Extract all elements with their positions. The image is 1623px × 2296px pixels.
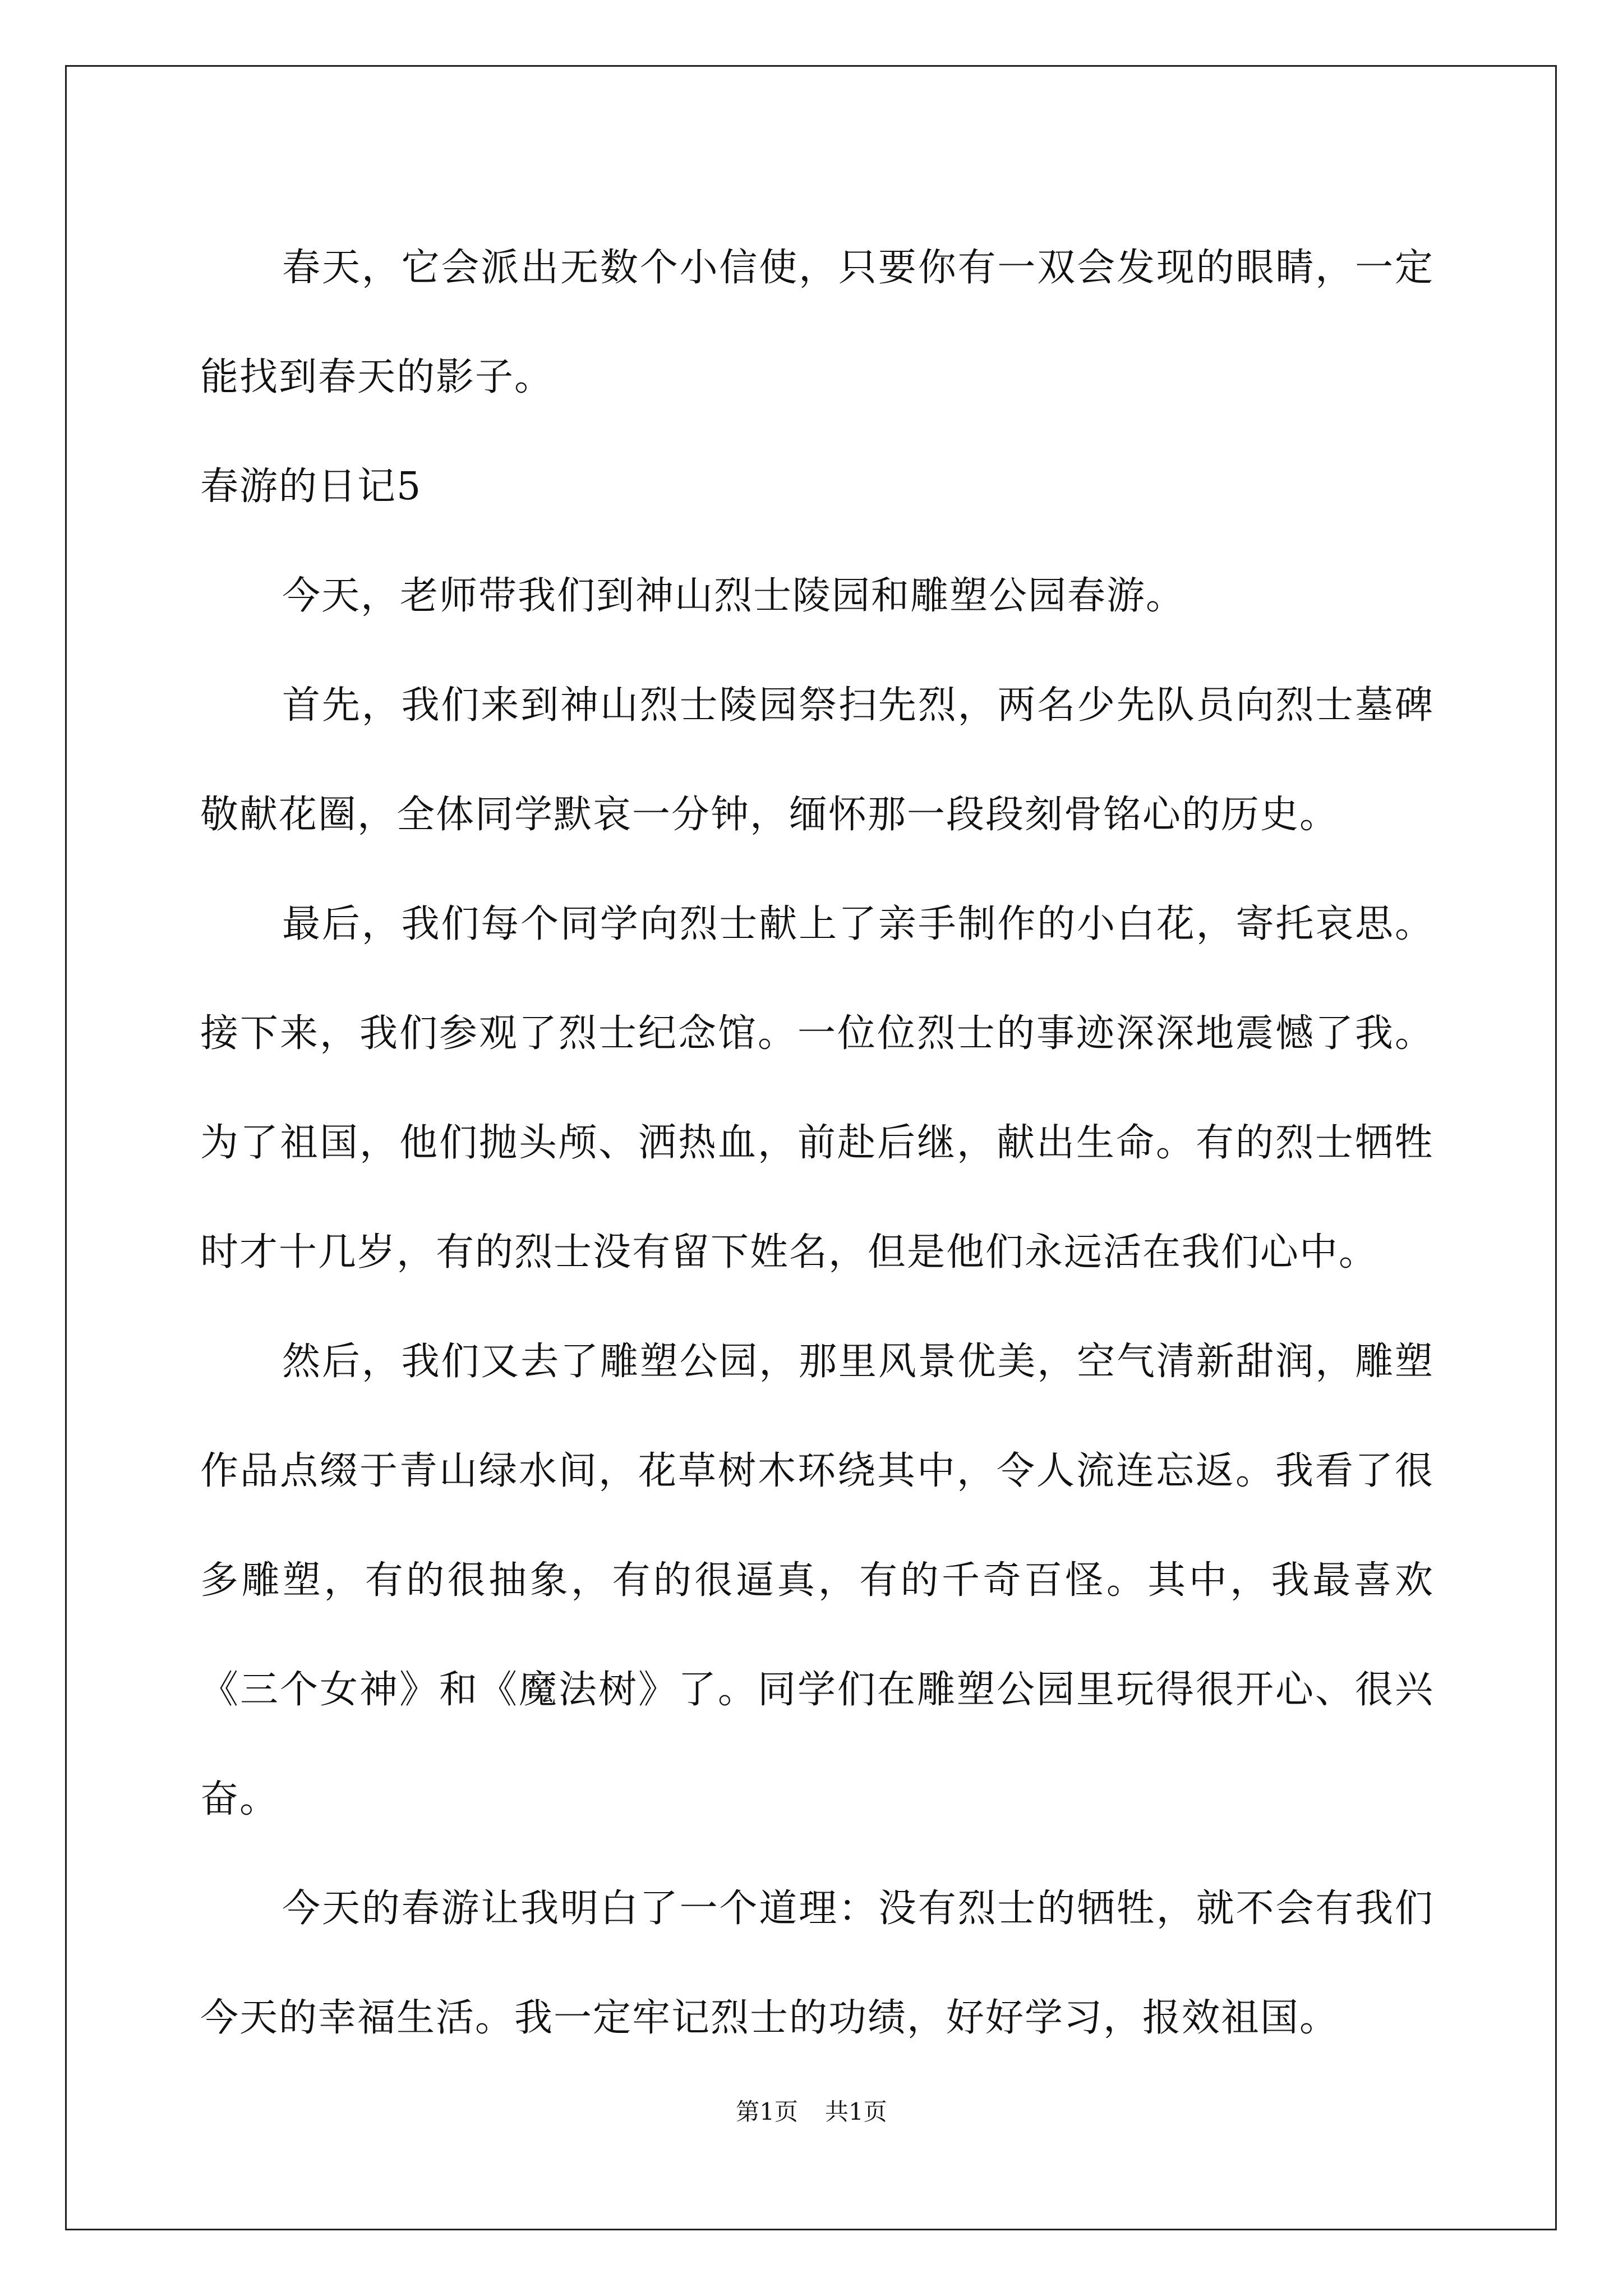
page-total: 共1页 [825, 2098, 887, 2125]
paragraph-2: 首先，我们来到神山烈士陵园祭扫先烈，两名少先队员向烈士墓碑敬献花圈，全体同学默哀一分钟，缅怀那一段段刻骨铭心的历史。 [200, 683, 1434, 837]
paragraph-3: 最后，我们每个同学向烈士献上了亲手制作的小白花，寄托哀思。接下来，我们参观了烈士纪念馆。一位位烈士的事迹深深地震憾了我。为了祖国，他们抛头颅、洒热血，前赴后继，献出生命。有的烈士牺牲时才十几岁，有的烈士没有留下姓名，但是他们永远活在我们心中。 [200, 902, 1434, 1274]
page-footer [0, 2095, 1623, 2129]
page-number: 第1页 [736, 2098, 798, 2125]
paragraph-spring-intro: 春天，它会派出无数个小信使，只要你有一双会发现的眼睛，一定能找到春天的影子。 [200, 246, 1434, 399]
paragraph-5: 今天的春游让我明白了一个道理：没有烈士的牺牲，就不会有我们今天的幸福生活。我一定牢记烈士的功绩，好好学习，报效祖国。 [200, 1887, 1434, 2040]
document-body [200, 213, 1434, 2073]
paragraph-4: 然后，我们又去了雕塑公园，那里风景优美，空气清新甜润，雕塑作品点缀于青山绿水间，花草树木环绕其中，令人流连忘返。我看了很多雕塑，有的很抽象，有的很逼真，有的千奇百怪。其中，我最喜欢《三个女神》和《魔法树》了。同学们在雕塑公园里玩得很开心、很兴奋。 [200, 1340, 1434, 1821]
section-title: 春游的日记5 [200, 464, 422, 509]
paragraph-1: 今天，老师带我们到神山烈士陵园和雕塑公园春游。 [282, 574, 1186, 618]
